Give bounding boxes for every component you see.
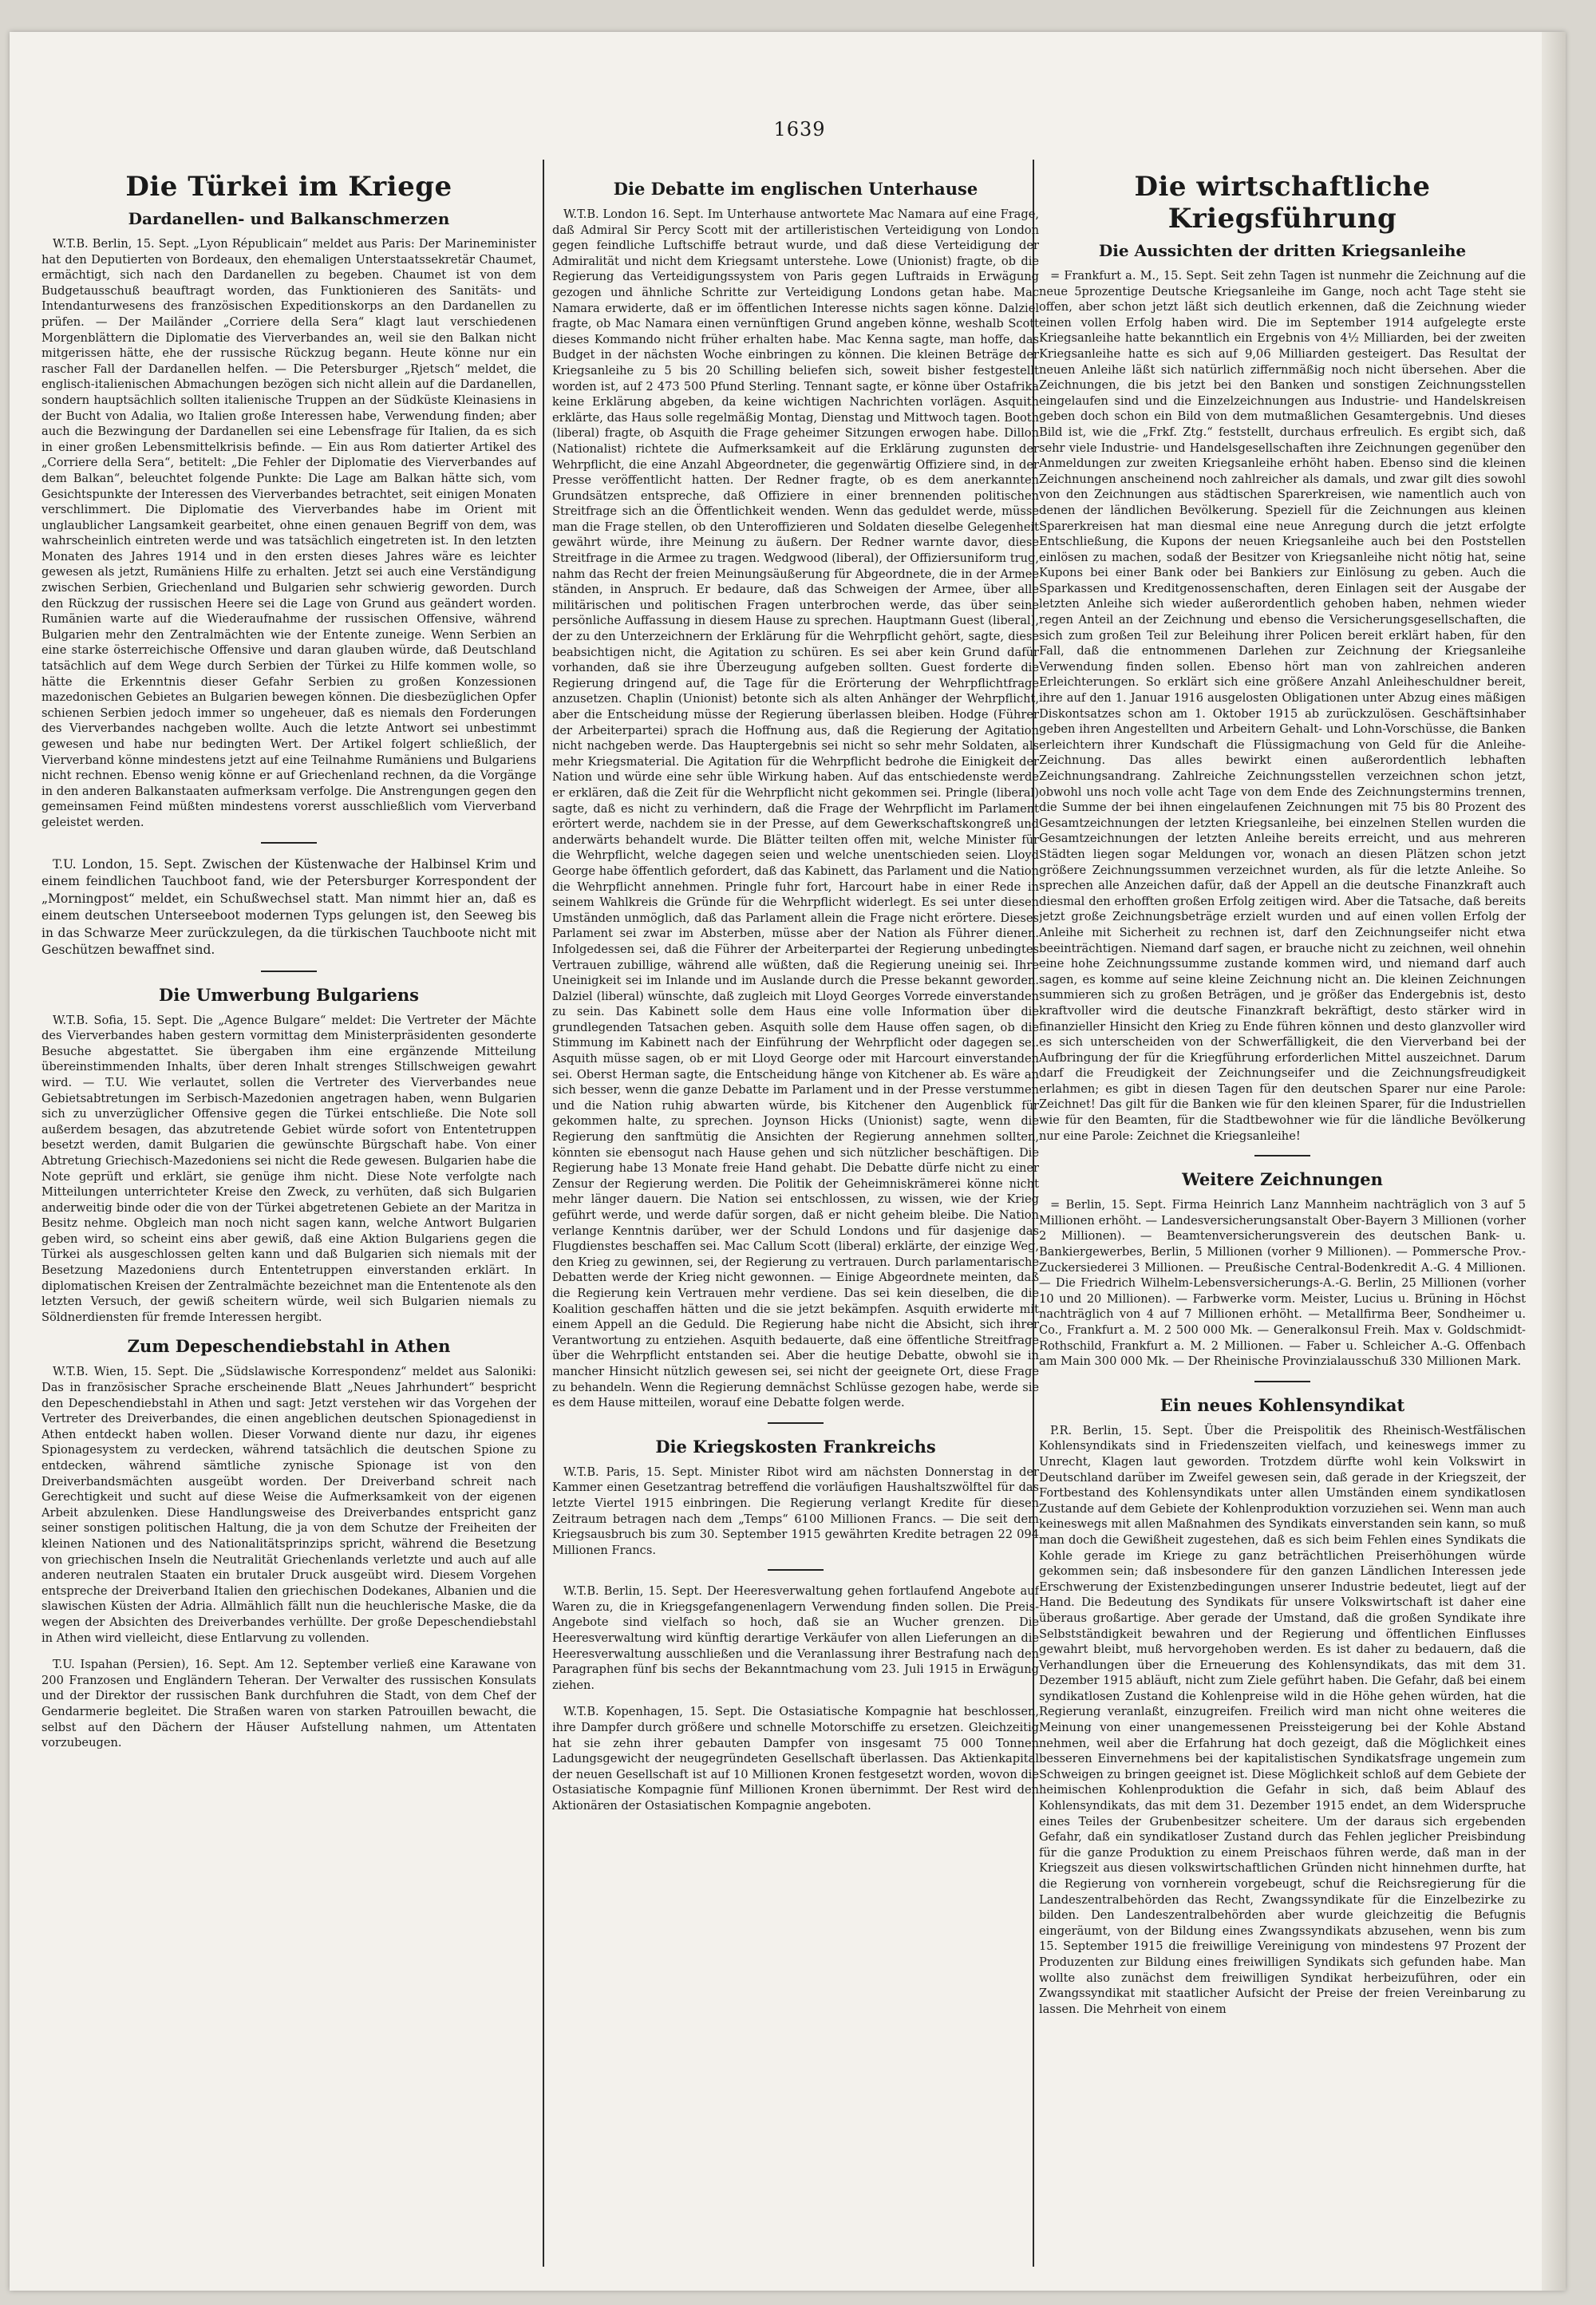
article-headline: Die wirtschaftliche Kriegsführung bbox=[1134, 171, 1431, 235]
article-kohlensyndikat bbox=[1039, 1395, 1526, 2018]
article-body: P.R. Berlin, 15. Sept. Über die Preispolitik des Rheinisch-Westfälischen Kohlensyndikats sind in Friedenszeiten vielfach, und keineswegs immer zu Unrecht, Klagen laut geworden. Trotzdem dürfte wohl kein Volkswirt in Deutschland darüber im Zweifel gewesen sein, daß gerade in der Kriegszeit, der Fortbestand des Kohlensyndikats unter allen Umständen einem syndikatlosen Zustande auf dem Gebiete der Kohlenproduktion vorzuziehen sei. Wenn man auch keineswegs mit allen Maßnahmen des Syndikats einverstanden sein kann, so muß man doch die Gewißheit zugestehen, daß es sich beim Fehlen eines Syndikats die Kohle gerade im Kriege zu ganz beträchtlichen Preiserhöhungen würde gekommen sein; daß insbesondere für den ganzen Ländlichen Interessen jede Erschwerung der Existenzbedingungen unserer Industrie bedeutet, liegt auf der Hand. Die Bedeutung des Syndikats für unsere Volkswirtschaft ist daher eine überaus großartige. Aber gerade der Umstand, daß die großen Syndikate ihre Selbstständigkeit bewahren und der Regierung und öffentlichen Einflusses gewahrt bleibt, muß hervorgehoben werden. Es ist daher zu bedauern, daß die Verhandlungen über die Erneuerung des Kohlensyndikats, das mit dem 31. Dezember 1915 abläuft, nicht zum Ziele geführt haben. Die Gefahr, daß bei einem syndikatlosen Zustand die Kohlenpreise wild in die Höhe gehen würden, hat die Regierung veranlaßt, einzugreifen. Freilich wird man nicht ohne weiteres die Meinung von einer unangemessenen Preissteigerung bei der Kohle Abstand nehmen, weil aber die Erfahrung hat doch gezeigt, daß die Möglichkeit eines besseren Einvernehmens bei der kapitalistischen Syndikatsfrage ungemein zum Schweigen zu bringen geeignet ist. Diese Möglichkeit schloß auf dem Gebiete der heimischen Kohlenproduktion die Gefahr in sich, daß beim Ablauf des Kohlensyndikats, das mit dem 31. Dezember 1915 endet, an dem Widerspruche eines Teiles der Grubenbesitzer scheitere. Um der daraus sich ergebenden Gefahr, daß ein syndikatloser Zustand durch das Fehlen jeglicher Preisbindung für die ganze Produktion zu einem Preischaos führen werde, daß man in der Kriegszeit aus diesen volkswirtschaftlichen Gründen nicht hinnehmen durfte, hat die Regierung von vornherein vorgebeugt, schuf die Reichsregierung für die Landeszentralbehörden das Recht, Zwangssyndikate für die Einzelbezirke zu bilden. Den Landeszentralbehörden aber wurde gleichzeitig die Befugnis eingeräumt, von der Bildung eines Zwangssyndikats abzusehen, wenn bis zum 15. September 1915 die freiwillige Vereinigung von mindestens 97 Prozent der Produzenten zur Bildung eines freiwilligen Syndikats sich gefunden habe. Man wollte also zunächst dem freiwilligen Syndikat herbeizuführen, oder ein Zwangssyndikat mit staatlicher Aufsicht der Preise der freien Vereinbarung zu lassen. Die Mehrheit von einem bbox=[1039, 1423, 1526, 2016]
section-divider bbox=[1254, 1381, 1310, 1382]
column-middle bbox=[552, 168, 1039, 2259]
page-number: 1639 bbox=[773, 118, 826, 140]
column-rule bbox=[543, 160, 544, 2267]
article-headline: Die Türkei im Kriege bbox=[125, 171, 452, 203]
article-weitere-zeichnungen bbox=[1039, 1169, 1526, 1370]
article-body: W.T.B. Paris, 15. Sept. Minister Ribot wird am nächsten Donnerstag in der Kammer einen Gesetzantrag betreffend die vorläufigen Haushaltszwölftel für das letzte Viertel 1915 einbringen. Die Regierung verlangt Kredite für diesen Zeitraum betragen nach dem „Temps“ 6100 Millionen Francs. — Die seit dem Kriegsausbruch bis zum 30. September 1915 gewährten Kredite betragen 22 094 Millionen Francs. bbox=[552, 1465, 1039, 1557]
section-divider bbox=[1254, 1155, 1310, 1156]
article-headline: Die Debatte im englischen Unterhause bbox=[613, 179, 978, 199]
article-headline: Die Kriegskosten Frankreichs bbox=[655, 1436, 936, 1457]
article-ispahan bbox=[41, 1657, 536, 1751]
article-kriegskosten-frankreichs bbox=[552, 1437, 1039, 1559]
article-body: T.U. Ispahan (Persien), 16. Sept. Am 12. September verließ eine Karawane von 200 Franzosen und Engländern Teheran. Der Verwalter des russischen Konsulats und der Direktor der russischen Bank durchfuhren die Stadt, von dem Chef der Gendarmerie begleitet. Die Straßen waren von starken Patrouillen bewacht, die selbst auf den Dächern der Häuser Aufstellung nahmen, um Attentaten vorzubeugen. bbox=[41, 1658, 536, 1750]
page-edge-shadow bbox=[1542, 32, 1566, 2291]
article-headline: Zum Depeschendiebstahl in Athen bbox=[127, 1336, 451, 1357]
article-heeresverwaltung bbox=[552, 1583, 1039, 1693]
article-body: = Berlin, 15. Sept. Firma Heinrich Lanz Mannheim nachträglich von 3 auf 5 Millionen erhöht. — Landesversicherungsanstalt Ober-Bayern 3 Millionen (vorher 2 Millionen). — Beamtenversicherungsverein des deutschen Bank- u. Bankiergewerbes, Berlin, 5 Millionen (vorher 9 Millionen). — Pommersche Prov.-Zuckersiederei 3 Millionen. — Preußische Central-Bodenkredit A.-G. 4 Millionen. — Die Friedrich Wilhelm-Lebensversicherungs-A.-G. Berlin, 25 Millionen (vorher 10 und 20 Millionen). — Farbwerke vorm. Meister, Lucius u. Brüning in Höchst nachträglich von 4 auf 7 Millionen erhöht. — Metallfirma Beer, Sondheimer u. Co., Frankfurt a. M. 2 500 000 Mk. — Generalkonsul Freih. Max v. Goldschmidt-Rothschild, Frankfurt a. M. 2 Millionen. — Faber u. Schleicher A.-G. Offenbach am Main 300 000 Mk. — Der Rheinische Provinzialausschuß 330 Millionen Mark. bbox=[1039, 1198, 1526, 1369]
article-london-krim bbox=[41, 856, 536, 959]
article-depeschendiebstahl bbox=[41, 1336, 536, 1646]
article-body: W.T.B. Berlin, 15. Sept. „Lyon Républicain“ meldet aus Paris: Der Marineminister hat den Deputierten von Bordeaux, den ehemaligen Unterstaatssekretär Chaumet, ermächtigt, sich nach den Dardanellen zu begeben. Chaumet ist von dem Budgetausschuß beauftragt worden, das Funktionieren des Sanitäts- und Intendanturwesens des französischen Expeditionskorps an den Dardanellen zu prüfen. — Der Mailänder „Corriere della Sera“ klagt laut verschiedenen Morgenblättern die Diplomatie des Vierverbandes an, weil sie den Balkan nicht mitgerissen hätte, ehe der russische Rückzug begann. Heute könne nur ein rascher Fall der Dardanellen helfen. — Die Petersburger „Rjetsch“ meldet, die englisch-italienischen Abmachungen bezögen sich nicht allein auf die Dardanellen, sondern hauptsächlich sollten italienische Truppen an der Südküste Kleinasiens in der Bucht von Adalia, wo Italien große Interessen habe, Verwendung finden; aber auch die Bezwingung der Dardanellen sei eine Lebensfrage für Italien, da es sich in einer großen Lebensmittelkrisis befinde. — Ein aus Rom datierter Artikel des „Corriere della Sera“, betitelt: „Die Fehler der Diplomatie des Vierverbandes auf dem Balkan“, beleuchtet folgende Punkte: Die Lage am Balkan hätte sich, vom Gesichtspunkte der Interessen des Vierverbandes betrachtet, seit einigen Monaten verschlimmert. Die Diplomatie des Vierverbandes habe im Orient mit unglaublicher Langsamkeit gearbeitet, ohne einen genauen Begriff von dem, was wahrscheinlich eintreten werde und was tatsächlich eingetreten ist. In den letzten Monaten des Jahres 1914 und in den ersten dieses Jahres wäre es leichter gewesen als jetzt, Rumäniens Hilfe zu erhalten. Jetzt sei auch eine Verständigung zwischen Serbien, Griechenland und Bulgarien sehr schwierig geworden. Durch den Rückzug der russischen Heere sei die Lage von Grund aus geändert worden. Rumänien warte auf die Wiederaufnahme der russischen Offensive, während Bulgarien mehr den Zentralmächten wie der Entente zuneige. Wenn Serbien an eine starke österreichische Offensive und daran glauben würde, daß Deutschland tatsächlich auf dem Wege durch Serbien der Türkei zu Hilfe kommen wolle, so hätte die Erkenntnis dieser Gefahr Serbien zu großen Konzessionen mazedonischen Gebietes an Bulgarien bewegen können. Die diesbezüglichen Opfer schienen Serbien jedoch immer so ungeheuer, daß es niemals den Forderungen des Vierverbandes nachgeben wollte. Auch die letzte Antwort sei unbestimmt gewesen und habe nur bedingten Wert. Der Artikel folgert schließlich, der Vierverband könne mindestens jetzt auf eine Teilnahme Rumäniens und Bulgariens nicht rechnen. Ebenso wenig könne er auf Griechenland rechnen, da die Vorgänge in den anderen Balkanstaaten aufmerksam verfolge. Die Anstrengungen gegen den gemeinsamen Feind müßten mindestens vorerst ausschließlich vom Vierverband geleistet werden. bbox=[41, 237, 536, 829]
newspaper-page bbox=[10, 32, 1566, 2291]
section-divider bbox=[261, 842, 317, 844]
column-right bbox=[1039, 168, 1526, 2259]
article-body: W.T.B. Berlin, 15. Sept. Der Heeresverwaltung gehen fortlaufend Angebote auf Waren zu, die in Kriegsgefangenenlagern Verwendung finden sollen. Die Preis-Angebote sind vielfach so hoch, daß sie an Wucher grenzen. Die Heeresverwaltung wird künftig derartige Verkäufer von allen Lieferungen an die Heeresverwaltung ausschließen und die Veranlassung ihrer Bestrafung nach den Paragraphen fünf bis sechs der Bekanntmachung vom 23. Juli 1915 in Erwägung ziehen. bbox=[552, 1584, 1039, 1692]
article-body: W.T.B. Sofia, 15. Sept. Die „Agence Bulgare“ meldet: Die Vertreter der Mächte des Vierverbandes haben gestern vormittag dem Ministerpräsidenten gesonderte Besuche abgestattet. Sie übergaben ihm eine ergänzende Mitteilung übereinstimmenden Inhalts, über deren Inhalt strenges Stillschweigen gewahrt wird. — T.U. Wie verlautet, sollen die Vertreter des Vierverbandes neue Gebietsabtretungen im Serbisch-Mazedonien angetragen haben, wenn Bulgarien sich zu unverzüglicher Offensive gegen die Türkei entschließe. Die Note soll außerdem besagen, das abzutretende Gebiet würde sofort von Ententetruppen besetzt werden, damit Bulgarien die gewünschte Bürgschaft habe. Von einer Abtretung Griechisch-Mazedoniens sei nicht die Rede gewesen. Bulgarien habe die Note geprüft und erklärt, sie genüge ihm nicht. Diese Note verfolgte nach Mitteilungen unterrichteter Kreise den Zweck, zu verhüten, daß sich Bulgarien anderweitig binde oder die von der Türkei abgetretenen Gebiete an der Maritza in Besitz nehme. Obgleich man noch nicht sagen kann, welche Antwort Bulgarien geben wird, so scheint eins aber gewiß, daß eine Aktion Bulgariens gegen die Türkei als ausgeschlossen gelten kann und daß Bulgarien sich niemals mit der Besetzung Mazedoniens durch Ententetruppen einverstanden erklärt. In diplomatischen Kreisen der Zentralmächte bezeichnet man die Ententenote als den letzten Versuch, der gewiß scheitern würde, weil sich Bulgarien niemals zu Söldnerdiensten für fremde Interessen hergibt. bbox=[41, 1013, 536, 1324]
article-tuerkei-im-kriege bbox=[41, 171, 536, 831]
article-body: W.T.B. London 16. Sept. Im Unterhause antwortete Mac Namara auf eine Frage, daß Admiral Sir Percy Scott mit der artilleristischen Verteidigung von London gegen feindliche Luftschiffe betraut wurde, und daß diese Verteidigung der Admiralität und nicht dem Kriegsamt unterstehe. Lowe (Unionist) fragte, ob die Regierung das Verteidigungssystem von Paris gegen Luftraids in Erwägung gezogen und ähnliche Schritte zur Verteidigung Londons getan habe. Mac Namara erwiderte, daß er im öffentlichen Interesse nichts sagen könne. Dalziel fragte, ob Mac Namara einen vernünftigen Grund angeben könne, weshalb Scott dieses Kommando nicht früher erhalten habe. Mac Kenna sagte, man hoffe, das Budget in der nächsten Woche einbringen zu können. Die kleinen Beträge der Kriegsanleihe zu 5 bis 20 Schilling beliefen sich, soweit bisher festgestellt worden ist, auf 2 473 500 Pfund Sterling. Tennant sagte, er könne über Ostafrika keine Erklärung abgeben, da keine wichtigen Nachrichten vorlägen. Asquith erklärte, das Haus solle regelmäßig Montag, Dienstag und Mittwoch tagen. Booth (liberal) fragte, ob Asquith die Frage geheimer Sitzungen erwogen habe. Dillon (Nationalist) richtete die Aufmerksamkeit auf die Erklärung zugunsten der Wehrpflicht, die eine Anzahl Abgeordneter, die gegenwärtig Offiziere sind, in der Presse veröffentlicht hatten. Der Redner fragte, ob es dem anerkannten Grundsätzen entspreche, daß Offiziere in einer brennenden politischen Streitfrage sich an die Öffentlichkeit wenden. Wenn das geduldet werde, müsse man die Frage stellen, ob den Unteroffizieren und Soldaten dieselbe Gelegenheit gewährt würde, ihre Meinung zu äußern. Der Redner warnte davor, diese Streitfrage in die Armee zu tragen. Wedgwood (liberal), der Offiziersuniform trug, nahm das Recht der freien Meinungsäußerung für Abgeordnete, die in der Armee ständen, in Anspruch. Er bedaure, daß das Schweigen der Armee, über alle militärischen und politischen Fragen unterbrochen werde, das über seine persönliche Auffassung in diesem Hause zu sprechen. Hauptmann Guest (liberal), der zu den Unterzeichnern der Erklärung für die Wehrpflicht gehört, sagte, diese beabsichtigen nicht, die Agitation zu schüren. Es sei aber kein Grund dafür vorhanden, daß sie ihre Überzeugung aufgeben sollten. Guest forderte die Regierung dringend auf, die Tage für die Erörterung der Wehrpflichtfrage anzusetzen. Chaplin (Unionist) betonte sich als alten Anhänger der Wehrpflicht, aber die Entscheidung müsse der Regierung überlassen bleiben. Hodge (Führer der Arbeiterpartei) sprach die Hoffnung aus, daß die Regierung der Agitation nicht nachgeben werde. Das Hauptergebnis sei nicht so sehr mehr Soldaten, als mehr Kriegsmaterial. Die Agitation für die Wehrpflicht bedrohe die Einigkeit der Nation und würde eine sehr üble Wirkung haben. Auf das entschiedenste werde er erklären, daß die Zeit für die Wehrpflicht nicht gekommen sei. Pringle (liberal) sagte, daß es nicht zu verhindern, daß die Frage der Wehrpflicht im Parlament erörtert werde, nachdem sie in der Presse, auf dem Gewerkschaftskongreß und anderwärts behandelt wurde. Die Blätter teilten offen mit, welche Minister für die Wehrpflicht, welche dagegen seien und welche unentschieden seien. Lloyd George habe öffentlich gefordert, daß das Kabinett, das Parlament und die Nation die Wehrpflicht annehmen. Pringle fuhr fort, Harcourt habe in einer Rede in seinem Wahlkreis die Gründe für die Wehrpflicht widerlegt. Es sei unter diesen Umständen unmöglich, daß das Parlament allein die Frage nicht erörtere. Dieses Parlament sei zwar im Absterben, müsse aber der Nation als Führer dienen. Infolgedessen sei, daß die Führer der Arbeiterpartei der Regierung unbedingtes Vertrauen zubillige, während alle wüßten, daß die Regierung uneinig sei. Ihre Uneinigkeit sei im Inlande und im Auslande durch die Presse bekannt geworden. Dalziel (liberal) wünschte, daß zugleich mit Lloyd Georges Vorrede einverstanden zu sein. Das Kabinett solle dem Haus eine volle Information über die grundlegenden Tatsachen geben. Asquith solle dem Hause offen sagen, ob die Stimmung im Kabinett nach der Einführung der Wehrpflicht oder dagegen sei. Asquith müsse sagen, ob er mit Lloyd George oder mit Harcourt einverstanden sei. Oberst Herman sagte, die Entscheidung hänge von Kitchener ab. Es wäre an sich besser, wenn die ganze Debatte im Parlament und in der Presse verstummen und die Nation ruhig abwarten würde, bis Kitchener den Augenblick für gekommen halte, zu sprechen. Joynson Hicks (Unionist) sagte, wenn die Regierung den sanftmütig die Ansichten der Regierung annehmen sollten, könnten sie ebensogut nach Hause gehen und sich nützlicher beschäftigen. Die Regierung habe 13 Monate freie Hand gehabt. Die Debatte dürfe nicht zu einer Zensur der Regierung werden. Die Politik der Geheimniskrämerei könne nicht mehr länger dauern. Die Nation sei entschlossen, zu wissen, wie der Krieg geführt werde, und werde dafür sorgen, daß er nicht geheim bleibe. Die Nation verlange Kenntnis darüber, wer der Schuld Londons und für dasjenige das Flugdienstes beschaffen sei. Mac Callum Scott (liberal) erklärte, der einzige Weg, den Krieg zu gewinnen, sei, der Regierung zu vertrauen. Durch parlamentarische Debatten werde der Krieg nicht gewonnen. — Einige Abgeordnete meinten, daß die Regierung kein Vertrauen mehr verdiene. Das sei kein dieselben, die die Koalition geschaffen hätten und die sie jetzt bekämpfen. Asquith erwiderte mit einem Appell an die Geduld. Die Regierung habe nicht die Absicht, sich ihrer Verantwortung zu entziehen. Asquith bedauerte, daß eine öffentliche Streitfrage über die Wehrpflicht entstanden sei. Aber die heutige Debatte, obwohl sie in mancher Hinsicht nützlich gewesen sei, sei nicht der geeignete Ort, diese Frage zu behandeln. Wenn die Regierung demnächst Schlüsse gezogen habe, werde sie es dem Hause mitteilen, worauf eine Debatte folgen werde. bbox=[552, 208, 1039, 1410]
article-subheadline: Dardanellen- und Balkanschmerzen bbox=[128, 209, 450, 228]
article-body: T.U. London, 15. Sept. Zwischen der Küstenwache der Halbinsel Krim und einem feindlichen Tauchboot fand, wie der Petersburger Korrespondent der „Morningpost“ meldet, ein Schußwechsel statt. Man nimmt hier an, daß es einem deutschen Unterseeboot modernen Typs gelungen ist, den Seeweg bis in das Schwarze Meer zurückzulegen, da die türkischen Tauchboote nicht mit Geschützen bewaffnet sind. bbox=[41, 856, 536, 958]
article-wirtschaftliche-kriegsfuehrung bbox=[1039, 171, 1526, 1144]
section-divider bbox=[768, 1422, 824, 1424]
section-divider bbox=[768, 1569, 824, 1571]
article-subheadline: Die Aussichten der dritten Kriegsanleihe bbox=[1098, 241, 1467, 260]
article-umwerbung-bulgariens bbox=[41, 985, 536, 1326]
article-ostasiatische-kompagnie bbox=[552, 1704, 1039, 1813]
article-body: W.T.B. Kopenhagen, 15. Sept. Die Ostasiatische Kompagnie hat beschlossen, ihre Dampfer durch größere und schnelle Motorschiffe zu ersetzen. Gleichzeitig hat sie zehn ihrer gebauten Dampfer von insgesamt 75 000 Tonnen Ladungsgewicht der neugegründeten Gesellschaft überlassen. Das Aktienkapital der neuen Gesellschaft ist auf 10 Millionen Kronen festgesetzt worden, wovon die Ostasiatische Kompagnie fünf Millionen Kronen übernimmt. Der Rest wird den Aktionären der Ostasiatischen Kompagnie angeboten. bbox=[552, 1705, 1039, 1813]
article-body: W.T.B. Wien, 15. Sept. Die „Südslawische Korrespondenz“ meldet aus Saloniki: Das in französischer Sprache erscheinende Blatt „Neues Jahrhundert“ bespricht den Depeschendiebstahl in Athen und sagt: Jetzt verstehen wir das Vorgehen der Vertreter des Dreiverbandes, die einen angeblichen deutschen Spionagedienst in Athen entdeckt haben wollen. Dieser Vorwand diente nur dazu, ihr eigenes Spionagesystem zu verdecken, während tatsächlich die deutschen Spione zu entdecken, während sämtliche zynische Spionage ist von den Dreiverbandsmächten ausgeübt worden. Der Dreiverband schreit nach Gerechtigkeit und sucht auf diese Weise die Aufmerksamkeit von der eigenen Arbeit abzulenken. Diese Handlungsweise des Dreiverbandes entspricht ganz seiner sonstigen politischen Haltung, die ja von dem Schutze der Freiheiten der kleinen Nationen und des Nationalitätsprinzips spricht, während die Besetzung von griechischen Inseln die Neutralität Griechenlands verletzte und auch auf alle anderen neutralen Staaten ein brutaler Druck ausgeübt wird. Diesem Vorgehen entspreche der Dreiverband Italien den griechischen Dodekanes, Albanien und die slawischen Küsten der Adria. Allmählich fällt nun die heuchlerische Maske, die da wegen der Absichten des Dreiverbandes verhüllte. Der große Depeschendiebstahl in Athen wird vielleicht, diese Entlarvung zu vollenden. bbox=[41, 1365, 536, 1645]
article-body: = Frankfurt a. M., 15. Sept. Seit zehn Tagen ist nunmehr die Zeichnung auf die neue 5prozentige Deutsche Kriegsanleihe im Gange, noch acht Tage steht sie offen, aber schon jetzt läßt sich deutlich erkennen, daß die Zeichnung wieder einen vollen Erfolg haben wird. Die im September 1914 aufgelegte erste Kriegsanleihe hatte bekanntlich ein Ergebnis von 4½ Milliarden, bei der zweiten Kriegsanleihe hatte es sich auf 9,06 Milliarden gesteigert. Das Resultat der neuen Anleihe läßt sich natürlich ziffernmäßig noch nicht übersehen. Aber die Zeichnungen, die bis jetzt bei den Banken und sonstigen Zeichnungsstellen eingelaufen sind und die Einzelzeichnungen aus Industrie- und Handelskreisen geben doch schon ein Bild von dem mutmaßlichen Gesamtergebnis. Und dieses Bild ist, wie die „Frkf. Ztg.“ feststellt, durchaus erfreulich. Es ergibt sich, daß sehr viele Industrie- und Handelsgesellschaften ihre Zeichnungen gegenüber den Anmeldungen zur zweiten Kriegsanleihe erhöht haben. Ebenso sind die kleinen Zeichnungen anscheinend noch zahlreicher als damals, und zwar gilt dies sowohl von den Zeichnungen aus städtischen Sparerkreisen, wie namentlich auch von denen der ländlichen Bevölkerung. Speziell für die Zeichnungen aus kleinen Sparerkreisen hat man diesmal eine neue Anregung durch die jetzt erfolgte Entschließung, die Kupons der neuen Kriegsanleihe auch bei den Poststellen einlösen zu machen, sodaß der Besitzer von Kriegsanleihe nicht nötig hat, seine Kupons bei einer Bank oder bei Bankiers zur Einlösung zu geben. Auch die Sparkassen und Kreditgenossenschaften, deren Einlagen seit der Ausgabe der letzten Anleihe sich wieder außerordentlich gehoben haben, nehmen wieder regen Anteil an der Zeichnung und ebenso die Versicherungsgesellschaften, die sich zum großen Teil zur Beleihung ihrer Policen bereit erklärt haben, für den Fall, daß die entnommenen Darlehen zur Zeichnung der Kriegsanleihe Verwendung finden sollen. Ebenso hört man von zahlreichen anderen Erleichterungen. So erklärt sich eine größere Anzahl Anleiheschuldner bereit, ihre auf den 1. Januar 1916 ausgelosten Obligationen unter Abzug eines mäßigen Diskontsatzes schon am 1. Oktober 1915 ab zurückzulösen. Geschäftsinhaber geben ihren Angestellten und Arbeitern Gehalt- und Lohn-Vorschüsse, die Banken erleichtern ihrer Kundschaft die Flüssigmachung von Geld für die Anleihe-Zeichnung. Das alles bewirkt einen außerordentlich lebhaften Zeichnungsandrang. Zahlreiche Zeichnungsstellen verzeichnen schon jetzt, obwohl uns noch volle acht Tage von dem Ende des Zeichnungstermins trennen, die Summe der bei ihnen eingelaufenen Zeichnungen mit 75 bis 80 Prozent des Gesamtzeichnungen der letzten Kriegsanleihe, bei einzelnen Stellen wurden die Gesamtzeichnungen der letzten Anleihe bereits erreicht, und aus mehreren Städten liegen sogar Meldungen vor, wonach an diesen Plätzen schon jetzt größere Zeichnungssummen verzeichnet wurden, als für die letzte Anleihe. So sprechen alle Anzeichen dafür, daß der Appell an die deutsche Finanzkraft auch diesmal den erhofften großen Erfolg zeitigen wird. Aber die Tatsache, daß bereits jetzt große Zeichnungsbeträge erzielt wurden und auf einen vollen Erfolg der Anleihe mit Sicherheit zu rechnen ist, darf den Zeichnungseifer nicht etwa beeinträchtigen. Niemand darf sagen, er brauche nicht zu zeichnen, weil ohnehin eine hohe Zeichnungssumme zustande kommen wird, und niemand darf auch sagen, es komme auf seine kleine Zeichnung nicht an. Die kleinen Zeichnungen summieren sich zu großen Beträgen, und je größer das Endergebnis ist, desto kraftvoller wird die deutsche Finanzkraft bekräftigt, desto stärker wird in finanzieller Hinsicht den Krieg zu Ende führen können und desto glanzvoller wird es sich unterscheiden von der Schwerfälligkeit, die den Vierverband bei der Aufbringung der für die Kriegführung erforderlichen Mittel auszeichnet. Darum darf die Freudigkeit der Zeichnungseifer und die Zeichnungsfreudigkeit erlahmen; es gibt in diesen Tagen für den deutschen Sparer nur eine Parole: Zeichnet! Das gilt für die Banken wie für den kleinen Sparer, für die Industriellen wie für den Beamten, für die Stadtbewohner wie für die ländliche Bevölkerung nur eine Parole: Zeichnet die Kriegsanleihe! bbox=[1039, 269, 1526, 1143]
article-headline: Ein neues Kohlensyndikat bbox=[1159, 1394, 1405, 1415]
section-divider bbox=[261, 971, 317, 972]
article-headline: Weitere Zeichnungen bbox=[1182, 1169, 1383, 1190]
column-left bbox=[41, 168, 536, 2259]
article-headline: Die Umwerbung Bulgariens bbox=[159, 984, 419, 1005]
article-debatte-unterhaus bbox=[552, 179, 1039, 1411]
